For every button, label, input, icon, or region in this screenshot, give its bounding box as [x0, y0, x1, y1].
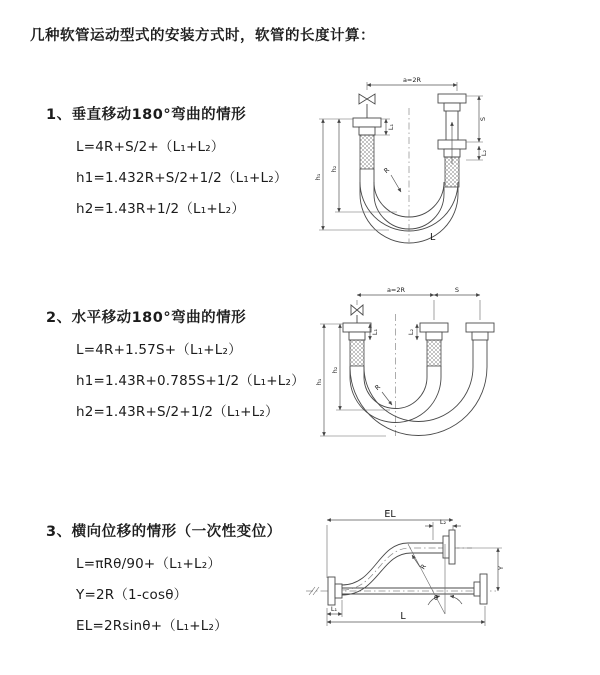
dim-label-h2: h₂	[330, 165, 338, 173]
formula-line: h2=1.43R+S/2+1/2（L₁+L₂）	[76, 404, 279, 420]
dim-label-l2: L₂	[480, 149, 488, 157]
s-curve-hose	[342, 543, 449, 595]
right-pipe	[438, 94, 466, 194]
left-pipe	[353, 118, 381, 194]
right-pipe	[466, 323, 494, 367]
diagram-vertical-180-bend	[309, 72, 591, 264]
section-1-heading: 1、垂直移动180°弯曲的情形	[46, 107, 247, 123]
formula-line: h1=1.43R+0.785S+1/2（L₁+L₂）	[76, 373, 305, 389]
radius-label: R	[373, 382, 383, 392]
lower-right-flange	[474, 574, 487, 604]
formula-line: L=4R+S/2+（L₁+L₂）	[76, 139, 225, 155]
dim-label-h1: h₁	[314, 173, 322, 181]
section-3-heading: 3、横向位移的情形（一次性变位）	[46, 524, 282, 540]
dim-label-l1: L₁	[330, 605, 338, 613]
dimension-s	[434, 286, 480, 295]
length-label: L	[430, 232, 436, 243]
dim-label-l1: L₁	[387, 123, 395, 131]
dimension-el	[327, 509, 453, 578]
formula-line: L=πRθ/90+（L₁+L₂）	[76, 556, 222, 572]
theta-label: θ	[434, 594, 438, 602]
dim-label-s: S	[479, 116, 487, 122]
left-pipe	[343, 323, 371, 377]
section-horizontal-180	[0, 306, 315, 420]
dimension-l2	[466, 146, 488, 160]
dimension-a-2r	[367, 76, 457, 91]
section-lateral-displacement	[0, 520, 315, 634]
dim-label-y: Y	[497, 566, 505, 570]
dim-label-s: S	[454, 286, 460, 294]
page-title: 几种软管运动型式的安装方式时，软管的长度计算：	[30, 28, 375, 44]
dimension-l	[327, 606, 485, 626]
dim-label-el: EL	[384, 509, 396, 520]
dim-label-h2: h₂	[331, 366, 339, 374]
dim-label-a2r: a=2R	[386, 286, 406, 294]
middle-pipe	[420, 323, 448, 377]
dim-label-l2: L₂	[407, 328, 415, 336]
valve-icon	[351, 305, 363, 323]
radius-callout	[382, 166, 401, 192]
radius-label: R	[418, 562, 428, 572]
dim-label-a2r: a=2R	[402, 76, 422, 84]
formula-line: h2=1.43R+1/2（L₁+L₂）	[76, 201, 245, 217]
formula-line: EL=2Rsinθ+（L₁+L₂）	[76, 618, 228, 634]
dimension-a-2r	[357, 286, 480, 320]
formula-line: Y=2R（1-cosθ）	[76, 587, 188, 603]
section-2-heading: 2、水平移动180°弯曲的情形	[46, 310, 247, 326]
diagram-horizontal-180-bend	[310, 284, 600, 456]
radius-label: R	[382, 165, 392, 175]
left-flange	[328, 577, 342, 605]
valve-icon	[359, 94, 375, 118]
dim-label-l: L	[400, 611, 406, 622]
hose-u-curves	[350, 367, 487, 436]
formula-line: h1=1.432R+S/2+1/2（L₁+L₂）	[76, 170, 288, 186]
dim-label-l1: L₁	[371, 328, 379, 336]
dimension-s	[466, 96, 487, 142]
dim-label-h1: h₁	[315, 378, 323, 386]
radius-callout	[412, 555, 428, 571]
section-vertical-180	[0, 103, 315, 217]
dim-label-l2: L₂	[439, 518, 447, 526]
diagram-lateral-displacement	[300, 504, 600, 656]
dimension-l2	[407, 324, 417, 340]
formula-line: L=4R+1.57S+（L₁+L₂）	[76, 342, 242, 358]
